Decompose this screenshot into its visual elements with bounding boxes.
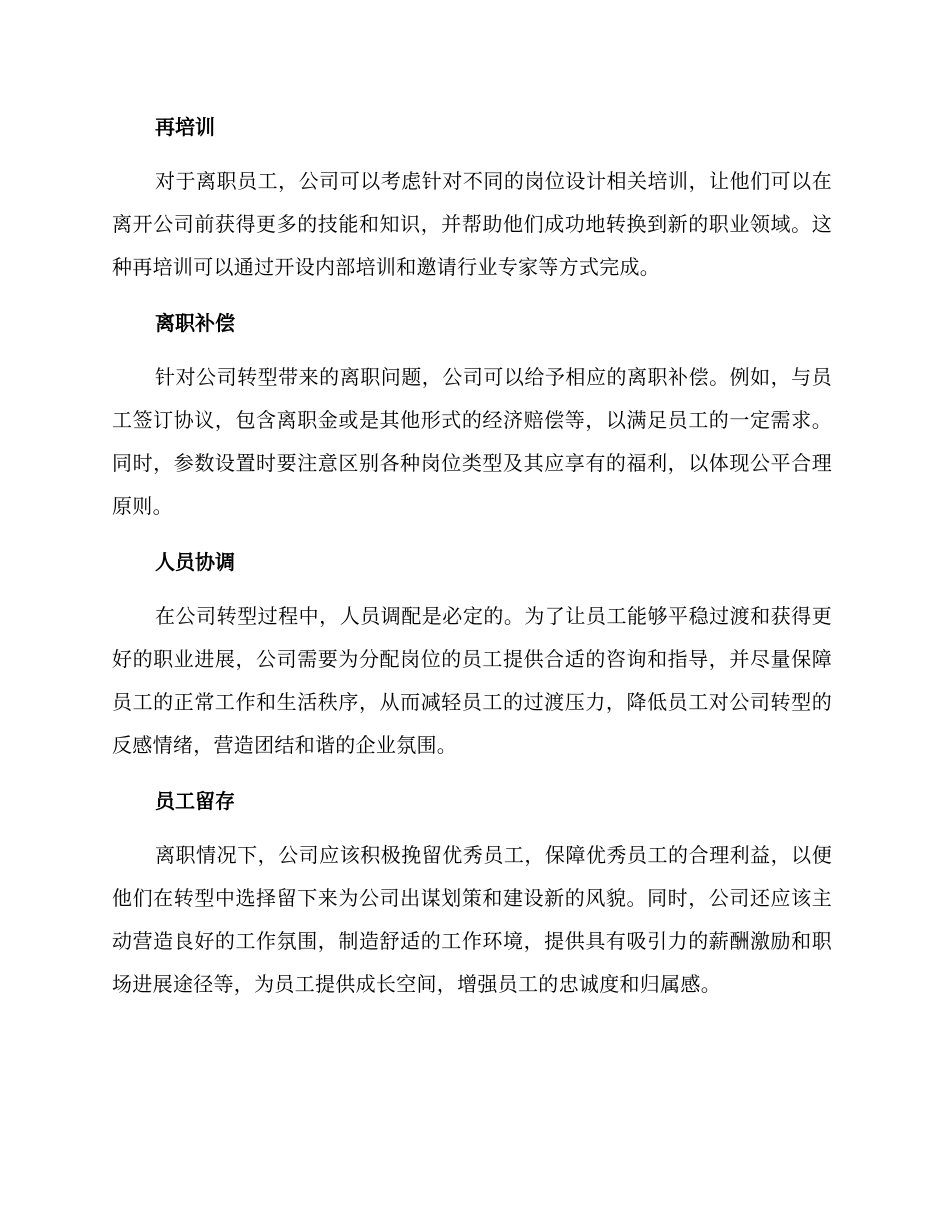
section-employee-retention [112, 778, 832, 1006]
document-page [112, 104, 832, 1017]
section-heading: 再培训 [155, 115, 215, 139]
section-severance [112, 300, 832, 528]
section-retraining [112, 104, 832, 289]
section-heading: 员工留存 [155, 789, 235, 813]
section-heading: 离职补偿 [155, 311, 235, 335]
section-paragraph: 离职情况下，公司应该积极挽留优秀员工，保障优秀员工的合理利益，以便他们在转型中选择留下来为公司出谋划策和建设新的风貌。同时，公司还应该主动营造良好的工作氛围，制造舒适的工作环境，提供具有吸引力的薪酬激励和职场进展途径等，为员工提供成长空间，增强员工的忠诚度和归属感。 [112, 843, 832, 996]
section-heading: 人员协调 [155, 550, 235, 574]
section-paragraph: 针对公司转型带来的离职问题，公司可以给予相应的离职补偿。例如，与员工签订协议，包含离职金或是其他形式的经济赔偿等，以满足员工的一定需求。同时，参数设置时要注意区别各种岗位类型及其应享有的福利，以体现公平合理原则。 [112, 365, 832, 518]
section-paragraph: 在公司转型过程中，人员调配是必定的。为了让员工能够平稳过渡和获得更好的职业进展，公司需要为分配岗位的员工提供合适的咨询和指导，并尽量保障员工的正常工作和生活秩序，从而减轻员工的过渡压力，降低员工对公司转型的反感情绪，营造团结和谐的企业氛围。 [112, 604, 832, 757]
section-staff-coordination [112, 539, 832, 767]
section-paragraph: 对于离职员工，公司可以考虑针对不同的岗位设计相关培训，让他们可以在离开公司前获得更多的技能和知识，并帮助他们成功地转换到新的职业领域。这种再培训可以通过开设内部培训和邀请行业专家等方式完成。 [112, 169, 832, 279]
